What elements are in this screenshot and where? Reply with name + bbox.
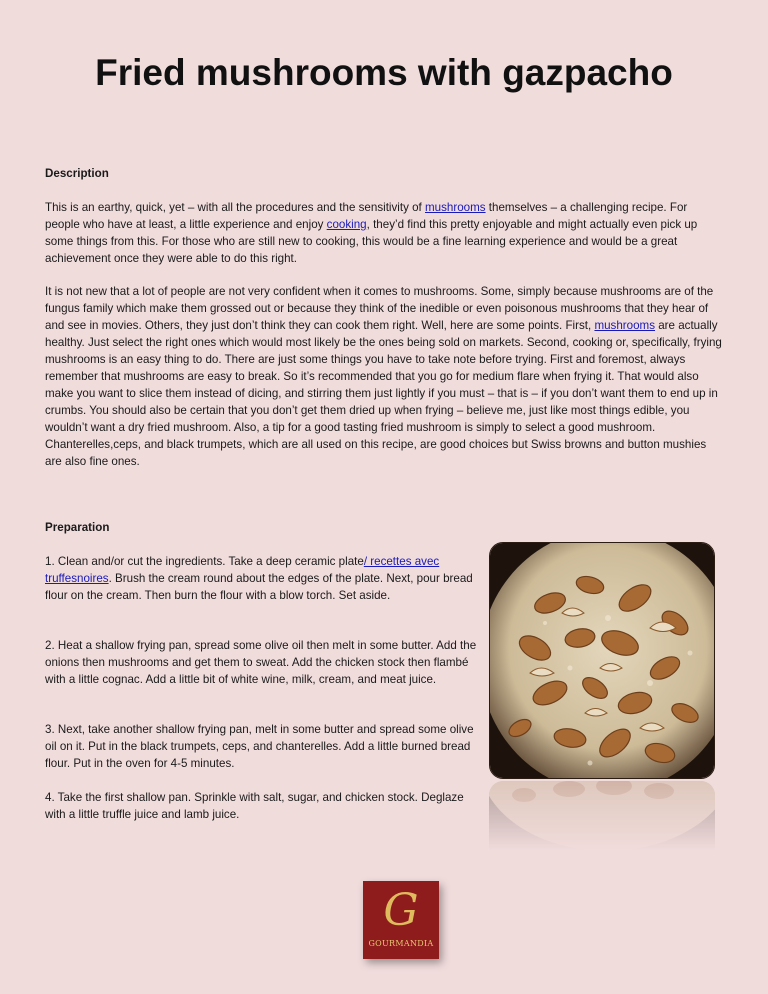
p2-text-b: are actually healthy. Just select the right ones which would most likely be the ones being sold on markets. Second, cooking or, specifically, frying mushrooms is an easy thing to do. There are just some things you have to take note before trying. First and foremost, always remember that mushrooms are easy to break. So it’s recommended that you go for medium flare when frying it. That would also make you want to slice them instead of dicing, and stirring them just lightly if you must – that is – if you don’t want them to end up in crumbs. You should also be certain that you don’t get them dried up when frying – believe me, just like most things edible, you wouldn’t want a dry fried mushroom. Also, a tip for a good tasting fried mushroom is simply to select a good mushroom. Chanterelles,ceps, and black trumpets, which are all used on this recipe, are good choices but Swiss browns and button mushies are also fine ones. (45, 319, 722, 468)
mushrooms-link-2[interactable]: mushrooms (594, 319, 656, 332)
preparation-step-3: 3. Next, take another shallow frying pan, melt in some butter and spread some olive oil on it. Put in the black trumpets, ceps, and chanterelles. Add a little burned bread flour. Put in the oven for 4-5 minutes. (45, 723, 474, 770)
p1-text-c: , they’d find this pretty enjoyable and might actually even pick up some things from this. For those who are still new to cooking, this would be a fine learning experience and would be a great achievement once they were able to do this right. (45, 218, 698, 265)
preparation-step-1 (45, 553, 477, 604)
mushrooms-link[interactable]: mushrooms (425, 201, 486, 214)
step1-text-b: . Brush the cream round about the edges of the plate. Next, pour bread flour on the cream. Then burn the flour with a blow torch. Set aside. (45, 572, 473, 602)
preparation-step-2: 2. Heat a shallow frying pan, spread some olive oil then melt in some butter. Add the onions then mushrooms and get them to sweat. Add the chicken stock then flambé with a little cognac. Add a little bit of white wine, milk, cream, and meat juice. (45, 639, 477, 686)
logo-letter: G (383, 885, 419, 936)
description-paragraph-2 (45, 283, 725, 470)
photo-reflection (489, 781, 715, 851)
description-heading: Description (45, 167, 109, 180)
logo-brand-text: GOURMANDIA (368, 939, 434, 948)
step1-text-a: 1. Clean and/or cut the ingredients. Take a deep ceramic plate (45, 555, 364, 568)
mushroom-dish-image (489, 542, 715, 779)
p2-text-a: It is not new that a lot of people are not very confident when it comes to mushrooms. Some, simply because mushrooms are of the fungus family which make them grossed out or because they think of the inedible or even poisonous mushrooms that they hear of and see in movies. Others, they just don’t think they can cook them right. Well, here are some points. First, (45, 285, 714, 332)
preparation-heading: Preparation (45, 521, 110, 534)
page-title: Fried mushrooms with gazpacho (95, 52, 673, 93)
mushroom-dish-photo (489, 542, 715, 851)
p1-text-b: themselves – a challenging recipe. For people who have at least, a little experience and enjoy (45, 201, 688, 231)
cooking-link[interactable]: cooking (326, 218, 367, 231)
p1-text-a: This is an earthy, quick, yet – with all the procedures and the sensitivity of (45, 201, 425, 214)
gourmandia-logo (363, 881, 439, 959)
preparation-step-4: 4. Take the first shallow pan. Sprinkle with salt, sugar, and chicken stock. Deglaze with a little truffle juice and lamb juice. (45, 791, 464, 821)
recettes-truffes-link[interactable]: / recettes avec truffesnoires (45, 555, 440, 585)
description-paragraph-1 (45, 199, 725, 267)
